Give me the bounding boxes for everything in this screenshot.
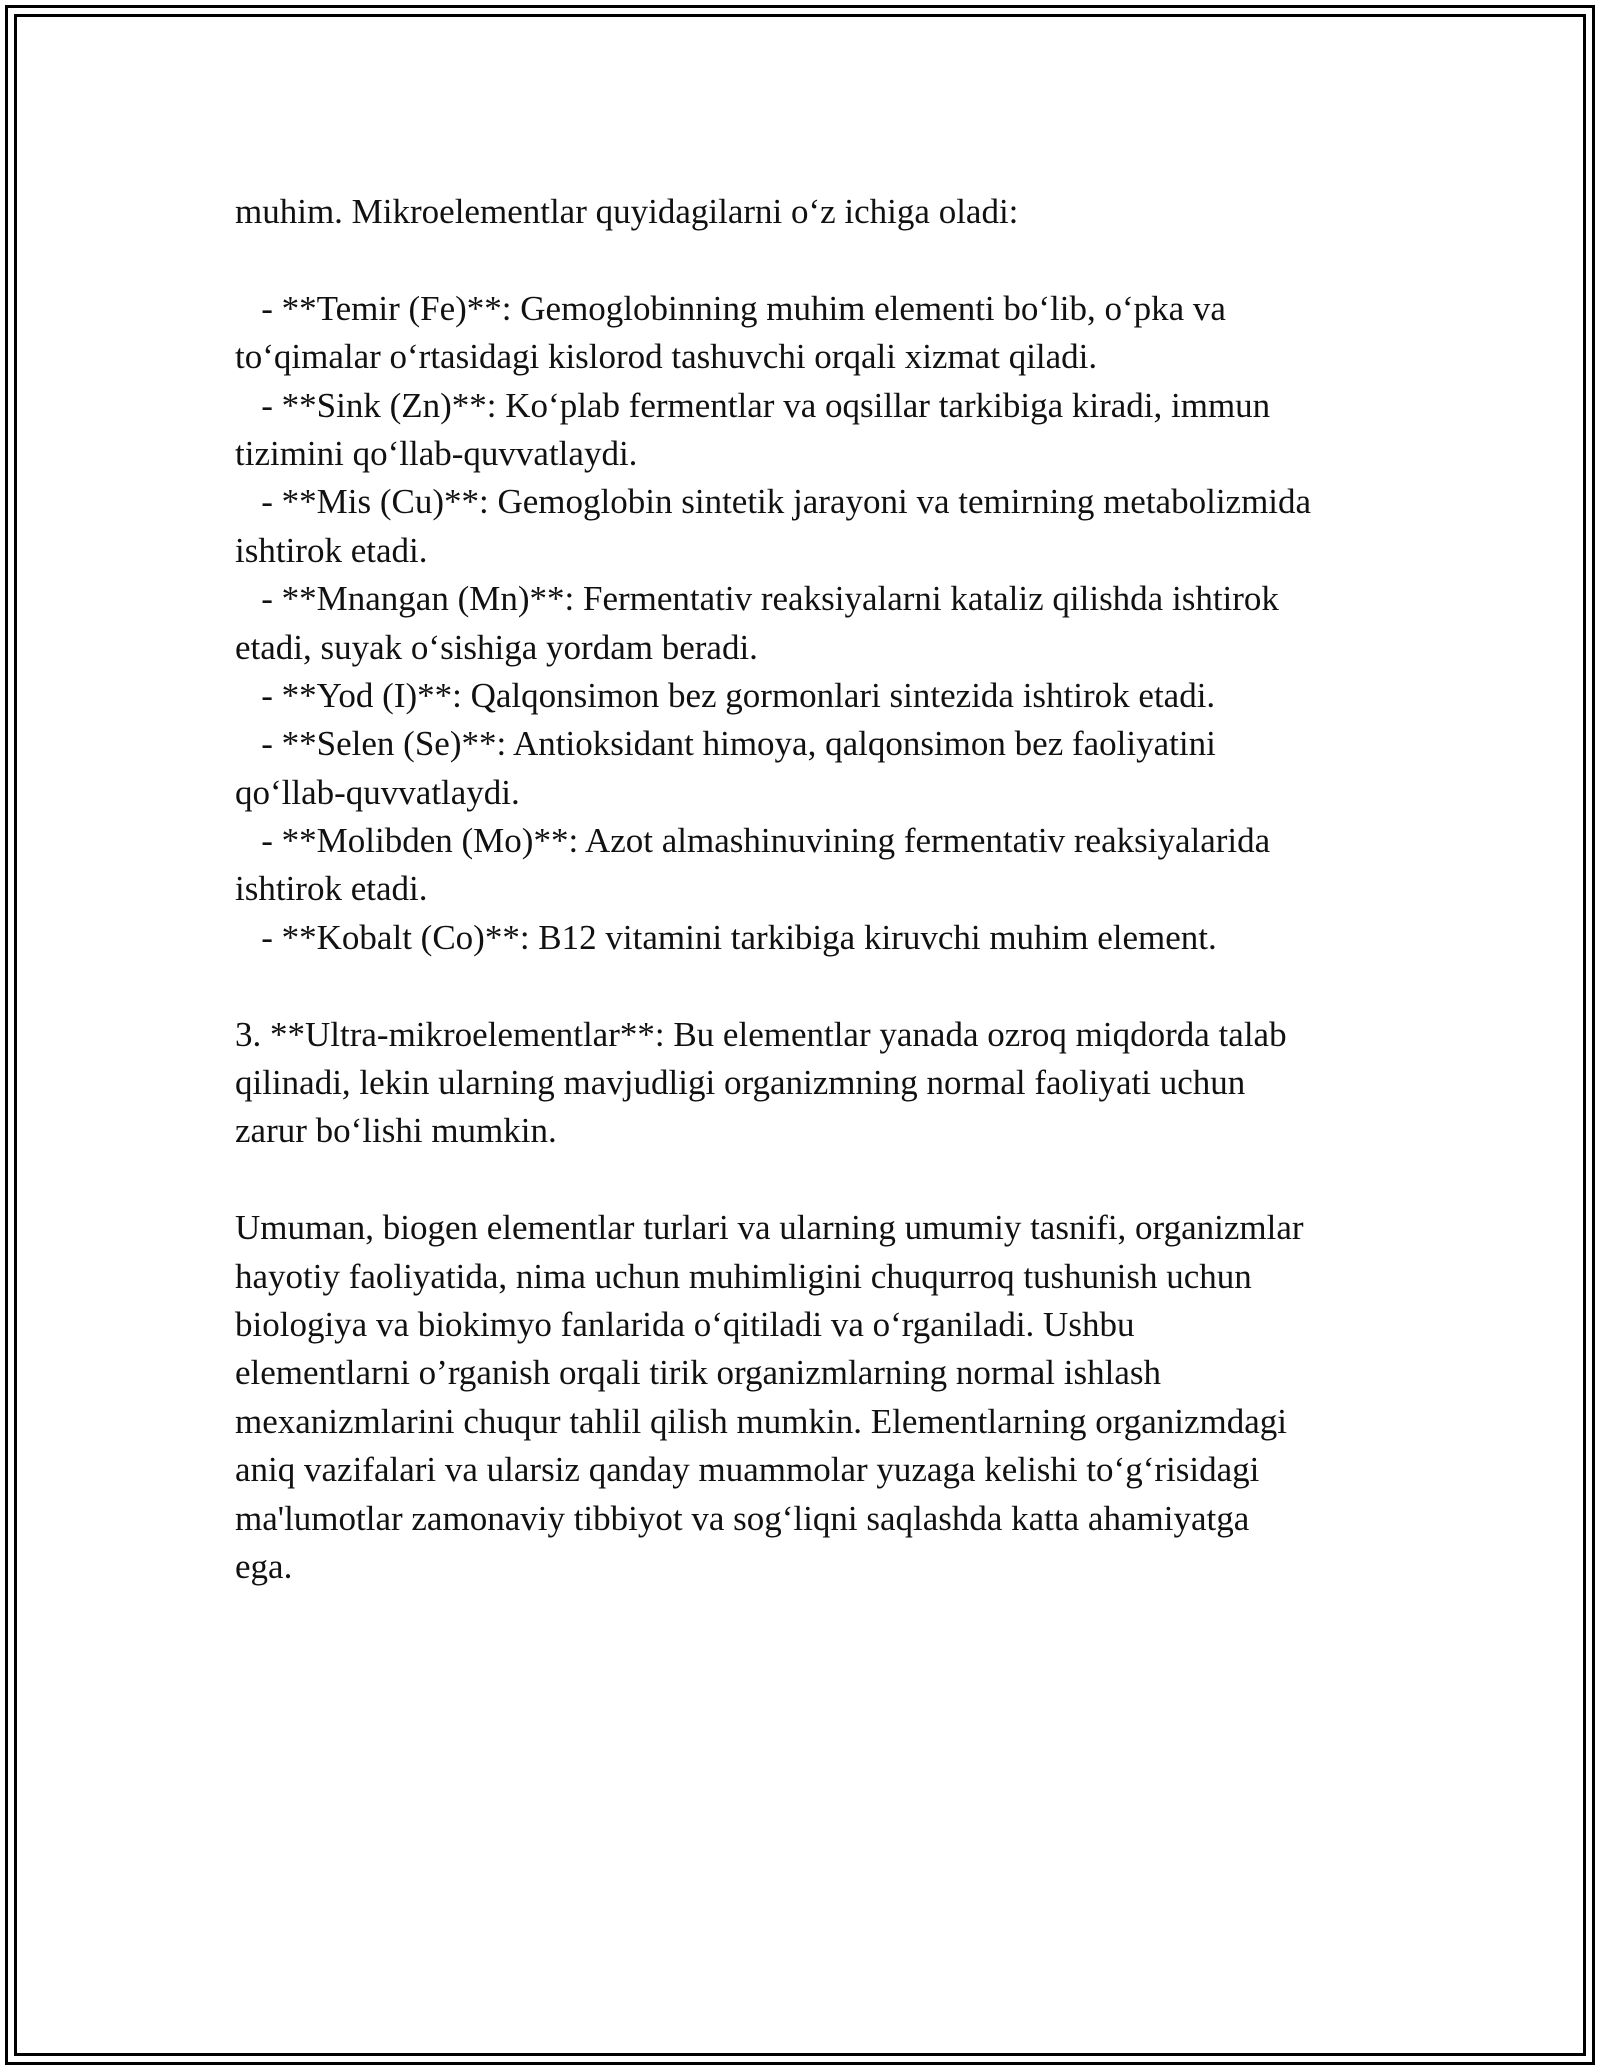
micro-item-line: - **Sink (Zn)**: Ko‘plab fermentlar va oqsillar tarkibiga kiradi, immun — [235, 385, 1271, 425]
paragraph-line: mexanizmlarini chuqur tahlil qilish mumkin. Elementlarning organizmdagi — [235, 1401, 1288, 1441]
paragraph-line: qilinadi, lekin ularning mavjudligi organizmning normal faoliyati uchun — [235, 1063, 1246, 1103]
micro-item-line: - **Temir (Fe)**: Gemoglobinning muhim elementi bo‘lib, o‘pka va — [235, 288, 1226, 328]
paragraph-line: elementlarni o’rganish orqali tirik organizmlarning normal ishlash — [235, 1353, 1161, 1393]
micro-item-line: - **Molibden (Mo)**: Azot almashinuvining fermentativ reaksiyalarida — [235, 821, 1271, 861]
micro-item-manganese — [235, 575, 1375, 672]
paragraph-line: ega. — [235, 1546, 293, 1586]
micro-item-iron — [235, 285, 1375, 382]
micro-item-line: tizimini qo‘llab-quvvatlaydi. — [235, 433, 638, 473]
micro-item-line: etadi, suyak o‘sishiga yordam beradi. — [235, 627, 758, 667]
micro-item-line: qo‘llab-quvvatlaydi. — [235, 772, 520, 812]
micro-item-line: to‘qimalar o‘rtasidagi kislorod tashuvchi orqali xizmat qiladi. — [235, 337, 1098, 377]
paragraph-line: ma'lumotlar zamonaviy tibbiyot va sog‘liqni saqlashda katta ahamiyatga — [235, 1498, 1250, 1538]
paragraph-line: biologiya va biokimyo fanlarida o‘qitiladi va o‘rganiladi. Ushbu — [235, 1304, 1135, 1344]
micro-element-list — [235, 285, 1375, 962]
spacer — [235, 1156, 1375, 1204]
spacer — [235, 236, 1375, 284]
spacer — [235, 962, 1375, 1010]
micro-item-line: - **Yod (I)**: Qalqonsimon bez gormonlari sintezida ishtirok etadi. — [235, 675, 1216, 715]
micro-item-line: - **Kobalt (Co)**: B12 vitamini tarkibiga kiruvchi muhim element. — [235, 917, 1217, 957]
paragraph-line: zarur bo‘lishi mumkin. — [235, 1111, 557, 1151]
conclusion-paragraph — [235, 1204, 1375, 1591]
micro-item-cobalt — [235, 914, 1375, 962]
micro-item-line: - **Mis (Cu)**: Gemoglobin sintetik jarayoni va temirning metabolizmida — [235, 482, 1312, 522]
micro-item-iodine — [235, 672, 1375, 720]
micro-item-selenium — [235, 720, 1375, 817]
micro-item-line: - **Mnangan (Mn)**: Fermentativ reaksiyalarni kataliz qilishda ishtirok — [235, 579, 1279, 619]
paragraph-line: 3. **Ultra-mikroelementlar**: Bu elementlar yanada ozroq miqdorda talab — [235, 1014, 1287, 1054]
micro-item-line: ishtirok etadi. — [235, 869, 428, 909]
micro-item-line: ishtirok etadi. — [235, 530, 428, 570]
paragraph-line: Umuman, biogen elementlar turlari va ularning umumiy tasnifi, organizmlar — [235, 1208, 1304, 1248]
micro-item-line: - **Selen (Se)**: Antioksidant himoya, qalqonsimon bez faoliyatini — [235, 724, 1216, 764]
paragraph-line: aniq vazifalari va ularsiz qanday muammolar yuzaga kelishi to‘g‘risidagi — [235, 1450, 1260, 1490]
intro-line: muhim. Mikroelementlar quyidagilarni o‘z ichiga oladi: — [235, 192, 1019, 231]
micro-item-molybdenum — [235, 817, 1375, 914]
paragraph-line: hayotiy faoliyatida, nima uchun muhimligini chuqurroq tushunish uchun — [235, 1256, 1252, 1296]
micro-item-zinc — [235, 382, 1375, 479]
micro-item-copper — [235, 478, 1375, 575]
document-body — [235, 188, 1375, 1591]
ultra-micro-paragraph — [235, 1011, 1375, 1156]
